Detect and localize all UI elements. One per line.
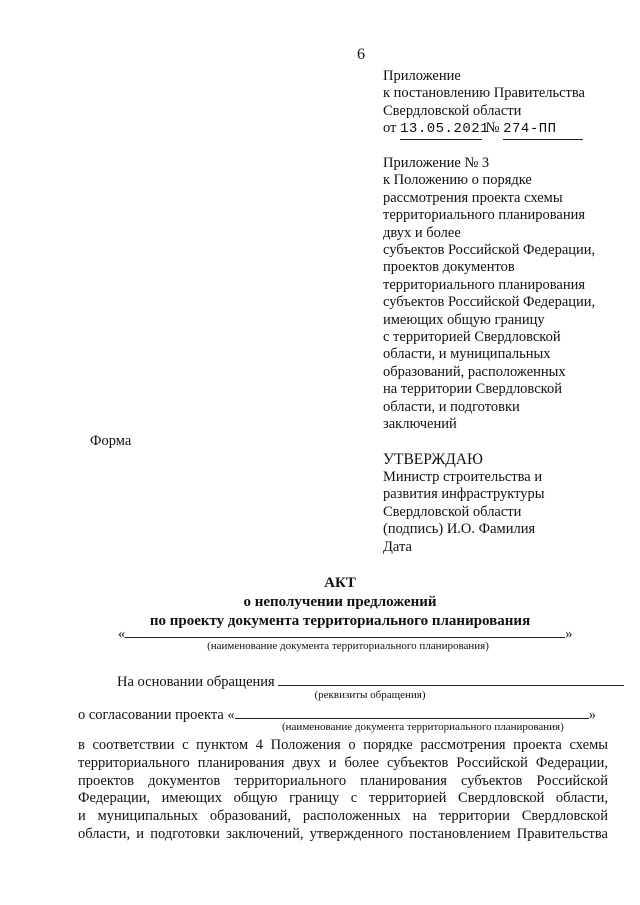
appendix3-line: на территории Свердловской bbox=[383, 381, 562, 398]
approve-line: (подпись) И.О. Фамилия bbox=[383, 521, 536, 538]
appendix3-line: области, и муниципальных bbox=[383, 346, 551, 363]
quote-close: » bbox=[565, 626, 573, 642]
paragraph-line: в соответствии с пунктом 4 Положения о порядке рассмотрения проекта схемы bbox=[78, 737, 608, 753]
approval-blank bbox=[235, 705, 589, 719]
appendix-date-line bbox=[383, 120, 623, 139]
approve-line: Свердловской области bbox=[383, 503, 522, 520]
approve-line: Дата bbox=[383, 538, 412, 555]
appendix3-line: территориального планирования bbox=[383, 276, 586, 293]
appendix3-line: рассмотрения проекта схемы bbox=[383, 189, 563, 206]
appendix3-line: субъектов Российской Федерации, bbox=[383, 242, 596, 259]
act-subtitle-1: о неполучении предложений bbox=[243, 594, 437, 610]
paragraph-line: Федерации, имеющих общую границу с территорией Свердловской области, bbox=[78, 790, 608, 807]
quote-open: « bbox=[118, 626, 126, 642]
decree-number: 274-ПП bbox=[503, 121, 583, 139]
paragraph-line: области, и подготовки заключений, утвержденного постановлением Правительства bbox=[78, 825, 608, 842]
number-label: № bbox=[485, 120, 500, 137]
appendix3-line: Приложение № 3 bbox=[383, 155, 490, 171]
appendix3-line: проектов документов bbox=[383, 259, 515, 276]
act-title: АКТ bbox=[324, 575, 356, 591]
form-label: Форма bbox=[90, 433, 132, 449]
basis-blank bbox=[278, 672, 624, 686]
approve-line: развития инфраструктуры bbox=[383, 486, 545, 503]
appendix3-line: двух и более bbox=[383, 224, 461, 241]
basis-caption: (реквизиты обращения) bbox=[314, 689, 426, 701]
appendix3-line: с территорией Свердловской bbox=[383, 329, 561, 346]
appendix3-line: территориального планирования bbox=[383, 207, 586, 224]
appendix-3-block bbox=[383, 155, 628, 434]
paragraph-line: и муниципальных образований, расположенных на территории Свердловской bbox=[78, 808, 608, 825]
appendix3-line: имеющих общую границу bbox=[383, 311, 545, 328]
paragraph-line: территориального планирования двух и более субъектов Российской Федерации, bbox=[78, 754, 608, 771]
decree-date: 13.05.2021 bbox=[400, 121, 482, 139]
approve-title: УТВЕРЖДАЮ bbox=[383, 451, 483, 468]
appendix3-line: области, и подготовки bbox=[383, 398, 520, 415]
approve-line: Министр строительства и bbox=[383, 469, 543, 485]
main-paragraph bbox=[78, 737, 608, 844]
from-label: от bbox=[383, 120, 397, 137]
appendix-header bbox=[383, 68, 623, 140]
approval-caption: (наименование документа территориального планирования) bbox=[282, 721, 564, 733]
appendix-line-3: Свердловской области bbox=[383, 102, 522, 119]
paragraph-line: проектов документов территориального планирования субъектов Российской bbox=[78, 772, 608, 789]
appendix3-line: субъектов Российской Федерации, bbox=[383, 294, 596, 311]
act-subtitle-2: по проекту документа территориального планирования bbox=[149, 613, 531, 629]
basis-label: На основании обращения bbox=[117, 674, 275, 690]
act-heading bbox=[40, 574, 640, 631]
appendix3-line: образований, расположенных bbox=[383, 363, 566, 380]
approval-stamp bbox=[383, 450, 623, 556]
act-caption: (наименование документа территориального планирования) bbox=[207, 640, 489, 652]
appendix3-line: заключений bbox=[383, 416, 457, 433]
appendix-line-2: к постановлению Правительства bbox=[383, 85, 585, 102]
approval-close: » bbox=[588, 707, 596, 723]
document-name-blank bbox=[125, 624, 565, 638]
page-number: 6 bbox=[357, 46, 365, 63]
approval-label: о согласовании проекта « bbox=[78, 707, 235, 723]
appendix3-line: к Положению о порядке bbox=[383, 172, 532, 189]
appendix-line-1: Приложение bbox=[383, 68, 461, 84]
